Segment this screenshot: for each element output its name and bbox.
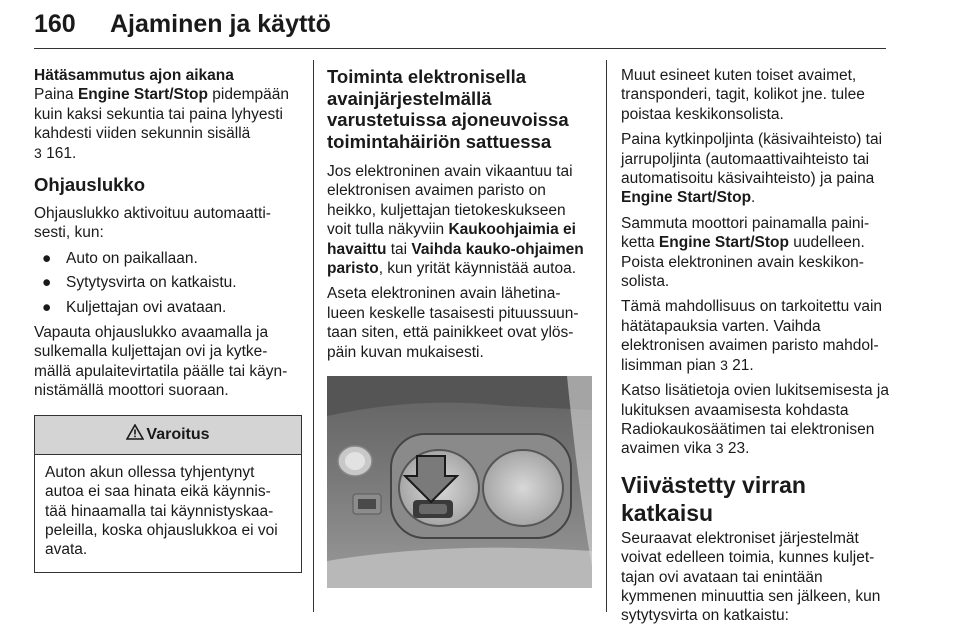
column-1	[34, 66, 302, 573]
console-illustration	[327, 376, 592, 588]
emergency-paragraph	[34, 85, 302, 163]
warning-text: Auton akun ollessa tyhjentynyt autoa ei saa hinata eikä käynnis-tää hinaamalla tai käynnistyskaa-peleilla, koska ohjauslukkoa ei voi avata.	[45, 463, 278, 559]
start-text-1: Paina kytkinpoljinta (käsivaihteisto) tai jarrupoljinta (automaattivaihteisto tai automatisoitu käsivaihteisto) ja paina	[621, 131, 883, 188]
steering-lock-heading: Ohjauslukko	[34, 174, 146, 196]
column-divider-1	[313, 60, 314, 612]
start-paragraph	[621, 130, 891, 208]
warning-header	[35, 416, 301, 455]
header-rule	[34, 48, 886, 49]
page-ref-icon[interactable]: 3	[720, 356, 728, 373]
steering-lock-conditions	[34, 249, 302, 317]
column-divider-2	[606, 60, 607, 612]
malfunction-paragraph	[327, 162, 592, 278]
steering-lock-release: Vapauta ohjauslukko avaamalla ja sulkemalla kuljettajan ovi ja kytke-mällä apulaitevirtatila päälle tai käyn-nistämällä moottori suoraan.	[34, 324, 288, 400]
warning-triangle-icon	[126, 424, 144, 444]
more-info-text: Katso lisätietoja ovien lukitsemisesta ja lukituksen avaamisesta kohdasta Radiokaukosäätimen tai elektronisen avaimen vika	[621, 382, 889, 458]
stop-paragraph	[621, 214, 891, 292]
page-header	[34, 8, 886, 50]
key-placement-paragraph: Aseta elektroninen avain lähetina-lueen keskelle tasaisesti pituussuun-taan siten, että painikkeet ovat ylös-päin kuvan mukaisesti.	[327, 285, 579, 361]
bullet-icon: ●	[42, 249, 52, 267]
engine-start-stop-label: Engine Start/Stop	[621, 189, 752, 207]
page-ref-icon[interactable]: 3	[715, 440, 724, 457]
warning-title: Varoitus	[146, 425, 210, 443]
delayed-power-paragraph: Seuraavat elektroniset järjestelmät voivat edelleen toimia, kunnes kuljet-tajan ovi avataan tai enintään kymmenen minuuttia sen jälkeen, kun sytytysvirta on katkaistu:	[621, 529, 881, 625]
battery-page-ref[interactable]: 21.	[727, 356, 754, 374]
malfunction-text-3: , kun yrität käynnistää autoa.	[378, 260, 576, 278]
page-ref-icon[interactable]: 3	[34, 144, 42, 161]
list-item-text: Sytytysvirta on katkaistu.	[66, 274, 237, 292]
malfunction-text-1: Jos elektroninen avain vikaantuu tai elektronisen avaimen paristo on heikko, kuljettajan tietokeskukseen voit tulla näkyviin	[327, 163, 573, 239]
steering-lock-intro: Ohjauslukko aktivoituu automaatti-sesti, kun:	[34, 205, 271, 242]
start-text-2: .	[751, 189, 756, 207]
page-number: 160	[34, 10, 76, 38]
list-item-text: Kuljettajan ovi avataan.	[66, 298, 227, 316]
delayed-power-heading: Viivästetty virran katkaisu	[621, 471, 806, 526]
emergency-page-ref[interactable]: 161.	[41, 144, 77, 162]
malfunction-heading: Toiminta elektronisella avainjärjestelmällä varustetuissa ajoneuvoissa toimintahäiriön sattuessa	[327, 66, 569, 152]
emergency-text-2: pidempään kuin kaksi sekuntia tai paina lyhyesti kahdesti viiden sekunnin sisällä	[34, 86, 290, 143]
emergency-only-text: Tämä mahdollisuus on tarkoitettu vain hätätapauksia varten. Vaihda elektronisen avaimen paristo mahdol-lisimman pian	[621, 298, 883, 374]
emergency-heading: Hätäsammutus ajon aikana	[34, 67, 234, 84]
list-item	[34, 298, 302, 317]
remove-objects-paragraph: Muut esineet kuten toiset avaimet, transponderi, tagit, kolikot jne. tulee poistaa keskikonsolista.	[621, 67, 865, 123]
no-remote-message: Kaukoohjaimia ei havaittu	[327, 221, 576, 258]
bullet-icon: ●	[42, 298, 52, 316]
column-3	[621, 66, 891, 632]
replace-battery-message: Vaihda kauko-ohjaimen paristo	[327, 240, 584, 278]
malfunction-text-2: tai	[386, 240, 412, 258]
more-info-paragraph	[621, 381, 891, 459]
engine-start-stop-label: Engine Start/Stop	[658, 234, 789, 252]
engine-start-stop-label: Engine Start/Stop	[77, 86, 208, 104]
emergency-only-paragraph	[621, 297, 891, 375]
bullet-icon: ●	[42, 274, 52, 292]
column-2	[327, 66, 592, 588]
remote-fault-page-ref[interactable]: 23.	[723, 440, 750, 458]
stop-text-1: Sammuta moottori painamalla paini-ketta	[621, 214, 870, 252]
center-console-photo	[327, 376, 592, 588]
chapter-title: Ajaminen ja käyttö	[110, 10, 331, 38]
warning-box	[34, 415, 302, 573]
list-item-text: Auto on paikallaan.	[66, 249, 198, 267]
stop-text-2: uudelleen. Poista elektroninen avain keskikon-solista.	[621, 234, 865, 291]
list-item	[34, 249, 302, 268]
list-item	[34, 273, 302, 292]
emergency-text-1: Paina	[34, 86, 78, 104]
